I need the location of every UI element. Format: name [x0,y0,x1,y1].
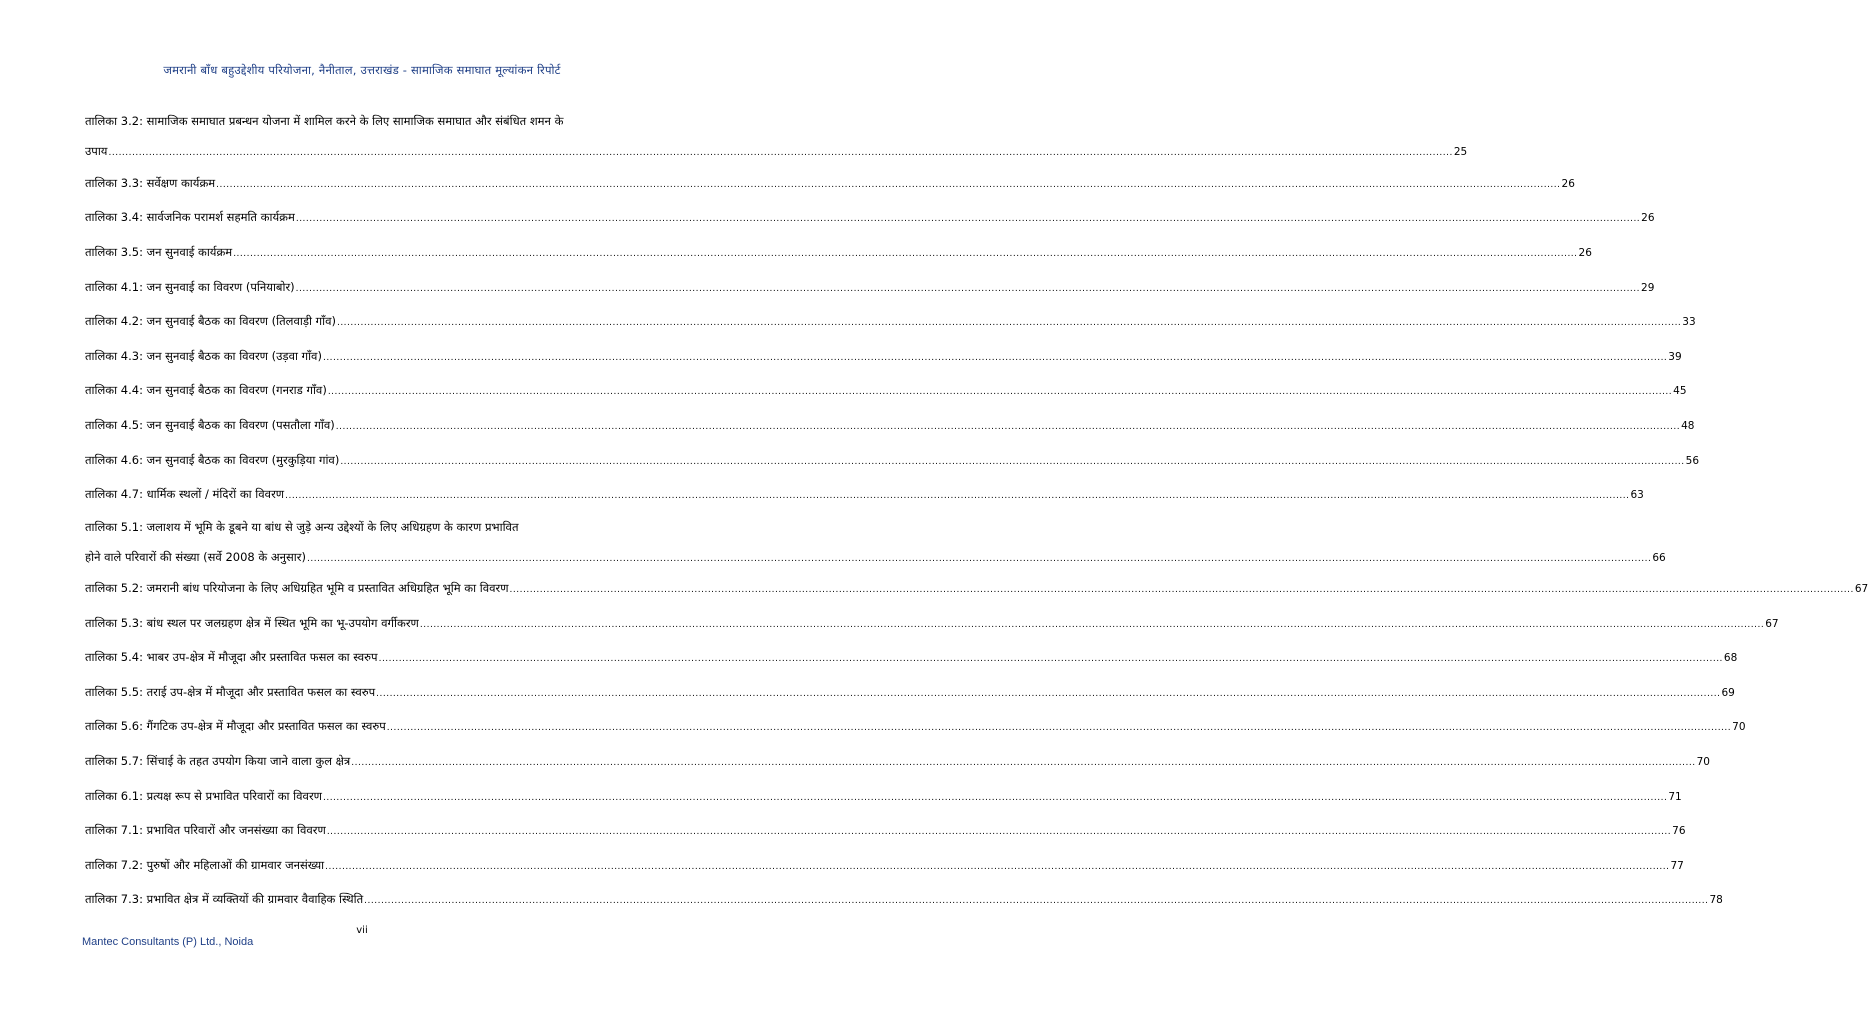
dot-leader: ................................................................................................................................................................................................................................................................................................................................................................................................................ [295,214,1641,224]
toc-entry-page: 67 [1765,618,1779,630]
toc-entry-page: 69 [1721,687,1735,699]
toc-entry-title: तालिका 5.2: जमरानी बांध परियोजना के लिए अधिग्रहित भूमि व प्रस्तावित अधिग्रहित भूमि का विवरण [85,581,509,595]
toc-entry-title-line: तालिका 5.1: जलाशय में भूमि के डूबने या बांध से जुड़े अन्य उद्देश्यों के लिए अधिग्रहण के कारण प्रभावित [85,520,519,534]
toc-entry-page: 26 [1561,178,1575,190]
company-name: Mantec Consultants (P) Ltd., Noida [82,936,254,948]
toc-entry-page: 71 [1668,791,1682,803]
toc-entry-page: 78 [1709,894,1723,906]
dot-leader: ................................................................................................................................................................................................................................................................................................................................................................................................................ [325,862,1670,872]
toc-entry-page: 67 [1854,583,1868,595]
dot-leader: ................................................................................................................................................................................................................................................................................................................................................................................................................ [327,387,1673,397]
toc-entry-page: 33 [1682,316,1696,328]
toc-entry-page: 48 [1681,420,1695,432]
toc-entry[interactable] [85,348,1682,366]
toc-entry-title: तालिका 4.6: जन सुनवाई बैठक का विवरण (मुरकुड़िया गांव) [85,453,340,467]
toc-entry-title: तालिका 6.1: प्रत्यक्ष रूप से प्रभावित परिवारों का विवरण [85,789,322,803]
toc-entry[interactable] [85,519,1666,567]
dot-leader: ................................................................................................................................................................................................................................................................................................................................................................................................................ [376,689,1721,699]
dot-leader: ................................................................................................................................................................................................................................................................................................................................................................................................................ [340,457,1685,467]
toc-entry-title-line: तालिका 3.2: सामाजिक समाघात प्रबन्धन योजना में शामिल करने के लिए सामाजिक समाघात और संबंधित शमन के [85,114,564,128]
toc-entry[interactable] [85,279,1655,297]
toc-entry[interactable] [85,649,1738,667]
toc-entry-title: तालिका 4.4: जन सुनवाई बैठक का विवरण (गनराड गाँव) [85,383,327,397]
toc-entry[interactable] [85,580,1868,598]
toc-entry-page: 45 [1673,385,1687,397]
dot-leader: ................................................................................................................................................................................................................................................................................................................................................................................................................ [326,827,1672,837]
dot-leader: ................................................................................................................................................................................................................................................................................................................................................................................................................ [364,896,1709,906]
toc-entry[interactable] [85,382,1687,400]
toc-entry-title: तालिका 4.3: जन सुनवाई बैठक का विवरण (उड़वा गाँव) [85,349,322,363]
dot-leader: ................................................................................................................................................................................................................................................................................................................................................................................................................ [509,585,1854,595]
toc-entry[interactable] [85,486,1644,504]
dot-leader: ................................................................................................................................................................................................................................................................................................................................................................................................................ [378,654,1723,664]
toc-entry[interactable] [85,417,1695,435]
dot-leader: ................................................................................................................................................................................................................................................................................................................................................................................................................ [233,249,1578,259]
toc-entry-page: 77 [1670,860,1684,872]
dot-leader: ................................................................................................................................................................................................................................................................................................................................................................................................................ [216,180,1561,190]
toc-entry-title: तालिका 5.4: भाबर उप-क्षेत्र में मौजूदा और प्रस्तावित फसल का स्वरुप [85,650,378,664]
toc-entry-title: तालिका 4.5: जन सुनवाई बैठक का विवरण (पसतौला गाँव) [85,418,335,432]
toc-entry-title: होने वाले परिवारों की संख्या (सर्वे 2008 के अनुसार) [85,550,306,564]
toc-entry-page: 26 [1578,247,1592,259]
toc-entry[interactable] [85,753,1710,771]
toc-entry-page: 63 [1630,489,1644,501]
toc-entry-title: तालिका 5.7: सिंचाई के तहत उपयोग किया जाने वाला कुल क्षेत्र [85,754,351,768]
toc-entry-page: 70 [1732,721,1746,733]
toc-entry[interactable] [85,209,1655,227]
toc-entry-title: तालिका 3.5: जन सुनवाई कार्यक्रम [85,245,233,259]
toc-entry-page: 26 [1641,212,1655,224]
dot-leader: ................................................................................................................................................................................................................................................................................................................................................................................................................ [285,491,1630,501]
toc-entry-page: 39 [1668,351,1682,363]
toc-entry[interactable] [85,857,1684,875]
toc-entry-title: तालिका 5.5: तराई उप-क्षेत्र में मौजूदा और प्रस्तावित फसल का स्वरुप [85,685,376,699]
toc-entry[interactable] [85,684,1735,702]
toc-entry-title: तालिका 7.3: प्रभावित क्षेत्र में व्यक्तियों की ग्रामवार वैवाहिक स्थिति [85,892,364,906]
page-header: जमरानी बाँध बहुउद्देशीय परियोजना, नैनीताल, उत्तराखंड - सामाजिक समाघात मूल्यांकन रिपोर्ट [163,63,561,77]
page-number: vii [356,925,368,936]
dot-leader: ................................................................................................................................................................................................................................................................................................................................................................................................................ [322,353,1668,363]
toc-entry-title: तालिका 7.1: प्रभावित परिवारों और जनसंख्या का विवरण [85,823,326,837]
toc-entry[interactable] [85,788,1682,806]
toc-entry-title: तालिका 4.2: जन सुनवाई बैठक का विवरण (तिलवाड़ी गाँव) [85,314,336,328]
toc-entry[interactable] [85,113,1468,161]
toc-entry[interactable] [85,452,1700,470]
toc-entry-page: 25 [1453,146,1468,158]
dot-leader: ................................................................................................................................................................................................................................................................................................................................................................................................................ [108,148,1453,158]
toc-entry[interactable] [85,615,1779,633]
toc-entry-page: 70 [1696,756,1710,768]
toc-entry[interactable] [85,718,1746,736]
dot-leader: ................................................................................................................................................................................................................................................................................................................................................................................................................ [295,284,1641,294]
dot-leader: ................................................................................................................................................................................................................................................................................................................................................................................................................ [419,620,1765,630]
toc-entry-title: तालिका 5.6: गैंगटिक उप-क्षेत्र में मौजूदा और प्रस्तावित फसल का स्वरुप [85,719,386,733]
dot-leader: ................................................................................................................................................................................................................................................................................................................................................................................................................ [322,793,1668,803]
toc-entry-title: तालिका 4.1: जन सुनवाई का विवरण (पनियाबोर) [85,280,295,294]
toc-entry-title: तालिका 4.7: धार्मिक स्थलों / मंदिरों का विवरण [85,487,285,501]
toc-entry[interactable] [85,891,1723,909]
toc-entry-page: 66 [1652,552,1666,564]
toc-entry-title: तालिका 7.2: पुरुषों और महिलाओं की ग्रामवार जनसंख्या [85,858,325,872]
dot-leader: ................................................................................................................................................................................................................................................................................................................................................................................................................ [306,554,1652,564]
toc-entry[interactable] [85,175,1575,193]
toc-entry-page: 29 [1641,282,1655,294]
toc-entry[interactable] [85,822,1686,840]
toc-entry-title: तालिका 5.3: बांध स्थल पर जलग्रहण क्षेत्र में स्थित भूमि का भू-उपयोग वर्गीकरण [85,616,419,630]
toc-entry-title: तालिका 3.3: सर्वेक्षण कार्यक्रम [85,176,216,190]
dot-leader: ................................................................................................................................................................................................................................................................................................................................................................................................................ [336,318,1682,328]
dot-leader: ................................................................................................................................................................................................................................................................................................................................................................................................................ [351,758,1696,768]
toc-entry-page: 68 [1723,652,1738,664]
toc-entry-page: 76 [1672,825,1686,837]
toc-entry-title: तालिका 3.4: सार्वजनिक परामर्श सहमति कार्यक्रम [85,210,295,224]
toc-entry[interactable] [85,313,1696,331]
toc-entry-page: 56 [1685,455,1700,467]
toc-entry-title: उपाय [85,144,108,158]
toc-entry[interactable] [85,244,1592,262]
dot-leader: ................................................................................................................................................................................................................................................................................................................................................................................................................ [335,422,1681,432]
dot-leader: ................................................................................................................................................................................................................................................................................................................................................................................................................ [386,723,1732,733]
